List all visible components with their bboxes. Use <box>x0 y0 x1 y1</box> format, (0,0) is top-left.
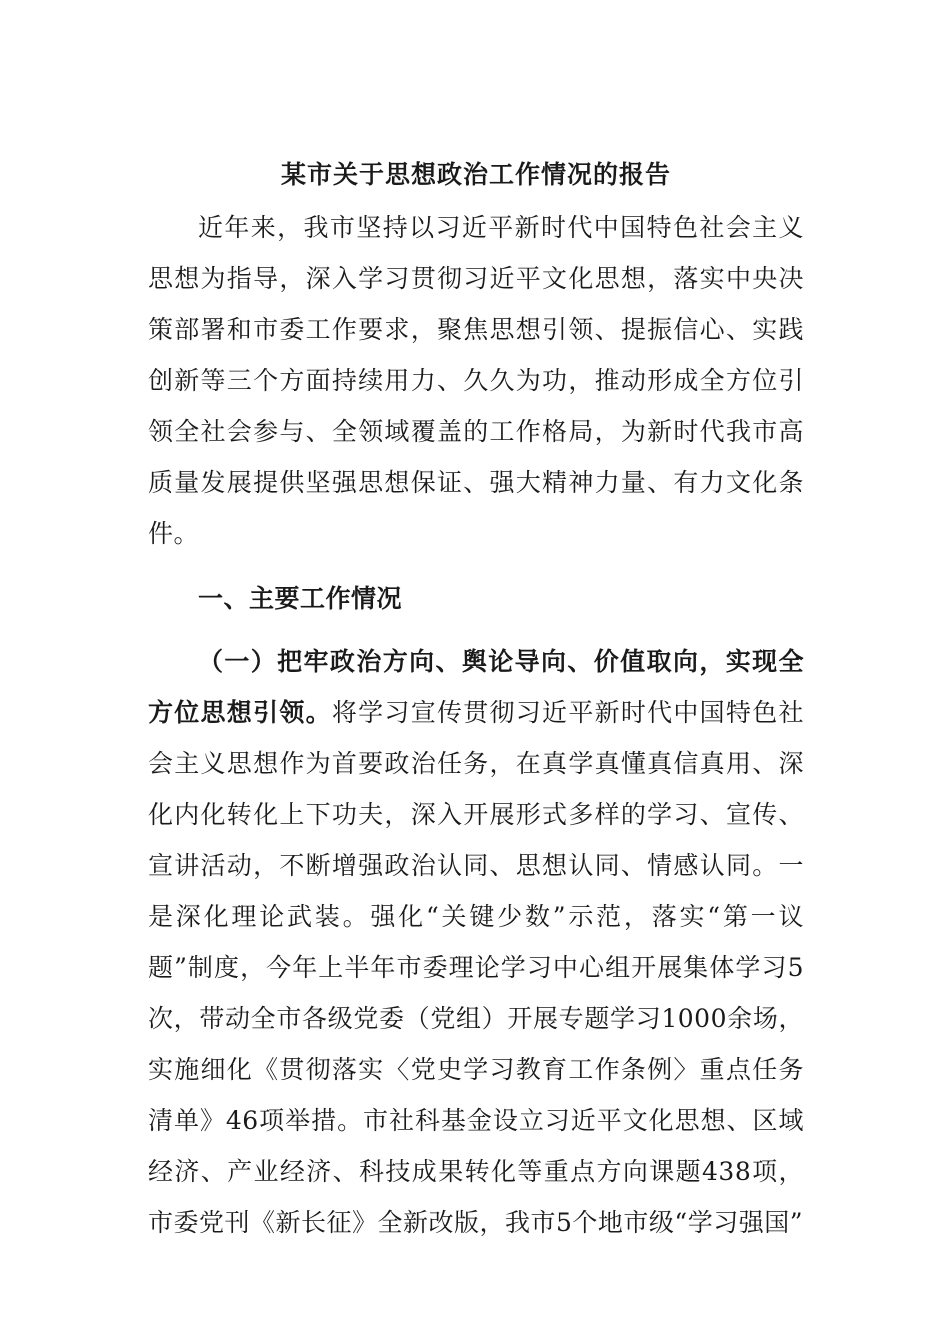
subsection-body-1: 将学习宣传贯彻习近平新时代中国特色社会主义思想作为首要政治任务，在真学真懂真信真用、深化内化转化上下功夫，深入开展形式多样的学习、宣传、宣讲活动，不断增强政治认同、思想认同、情感认同。一是深化理论武装。强化“关键少数”示范，落实“第一议题”制度，今年上半年市委理论学习中心组开展集体学习5次，带动全市各级党委（党组）开展专题学习1000余场，实施细化《贯彻落实〈党史学习教育工作条例〉重点任务清单》46项举措。市社科基金设立习近平文化思想、区域经济、产业经济、科技成果转化等重点方向课题438项，市委党刊《新长征》全新改版，我市5个地市级“学习强国” <box>148 698 804 1237</box>
section-heading-main-work: 一、主要工作情况 <box>198 584 403 613</box>
intro-paragraph: 近年来，我市坚持以习近平新时代中国特色社会主义思想为指导，深入学习贯彻习近平文化思想，落实中央决策部署和市委工作要求，聚焦思想引领、提振信心、实践创新等三个方面持续用力、久久为功，推动形成全方位引领全社会参与、全领域覆盖的工作格局，为新时代我市高质量发展提供坚强思想保证、强大精神力量、有力文化条件。 <box>148 213 804 548</box>
document-page <box>148 150 804 1248</box>
subsection-lead-1: （一）把牢政治方向、舆论导向、价值取向，实现全方位思想引领。 <box>148 647 804 727</box>
subsection-paragraph-1 <box>148 636 804 1248</box>
document-title: 某市关于思想政治工作情况的报告 <box>280 160 671 189</box>
